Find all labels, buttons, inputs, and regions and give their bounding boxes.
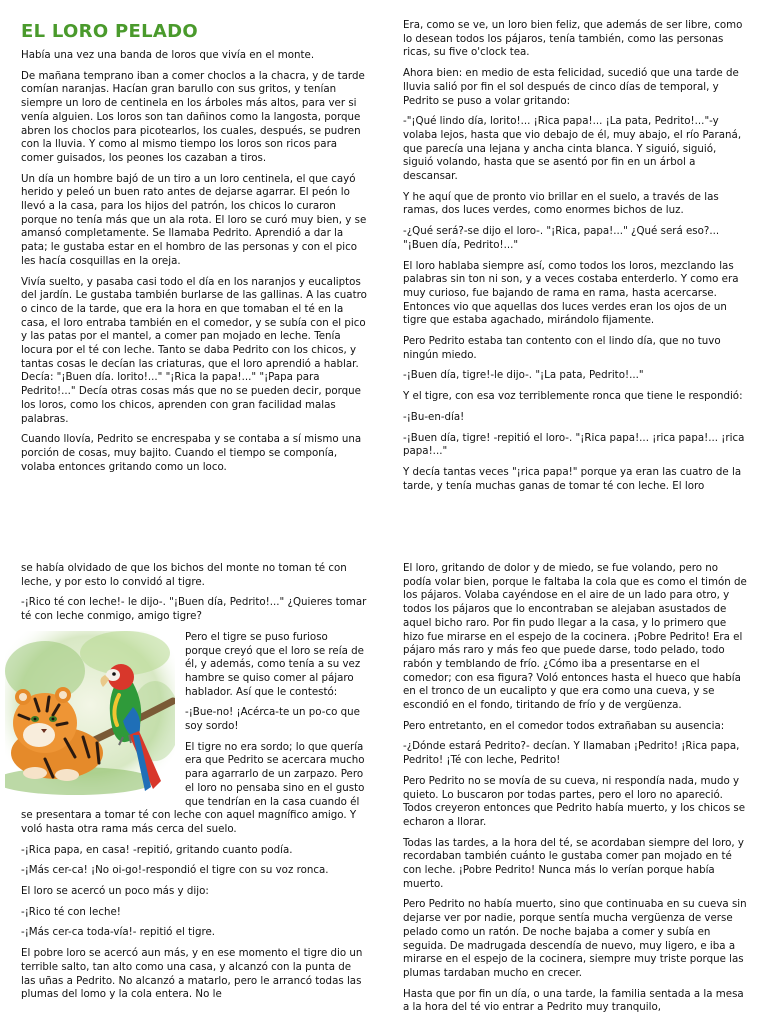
- paragraph: -¡Bu-en-día!: [403, 410, 465, 423]
- paragraph: -¡Más cer-ca toda-vía!- repitió el tigre.: [21, 926, 216, 939]
- paragraph: -¡Más cer-ca! ¡No oi-go!-respondió el tigre con su voz ronca.: [21, 864, 329, 877]
- paragraph: El loro, gritando de dolor y de miedo, se fue volando, pero no podía volar bien, porque le faltaba la cola que es como el timón de los pájaros. Volaba cayéndose en el aire de un lado para otro, y todos los pájaros que lo encontraban se alejaban asustados de aquel bicho raro. Por fin pudo llegar a la casa, y lo primero que hizo fue mirarse en el espejo de la cocinera. ¡Pobre Pedrito! Era el pájaro más raro y más feo que puede darse, todo pelado, todo rabón y temblando de frío. ¿Cómo iba a presentarse en el comedor; con esa figura? Voló entonces hasta el hueco que había en el tronco de un eucalipto y que era como una cueva, y se escondió en el fondo, tiritando de frío y de vergüenza.: [403, 562, 747, 712]
- paragraph: Un día un hombre bajó de un tiro a un loro centinela, el que cayó herido y peleó un buen rato antes de dejarse agarrar. El peón lo llevó a la casa, para los hijos del patrón, los chicos lo curaron porque no tenía más que un ala rota. El loro se curó muy bien, y se amansó completamente. Se llamaba Pedrito. Aprendió a dar la pata; le gustaba estar en el hombro de las personas y con el pico les hacía cosquillas en la oreja.: [21, 172, 367, 267]
- paragraph: Y he aquí que de pronto vio brillar en el suelo, a través de las ramas, dos luces verdes, como enormes bichos de luz.: [403, 190, 719, 217]
- paragraph: Pero entretanto, en el comedor todos extrañaban su ausencia:: [403, 719, 725, 732]
- paragraph: El loro hablaba siempre así, como todos los loros, mezclando las palabras sin ton ni son, y a veces costaba enterderlo. Y como era muy curioso, fue bajando de rama en rama, hasta acercarse. Entonces vio que aquellas dos luces verdes eran los ojos de un tigre que estaba agachado, mirándolo fijamente.: [403, 259, 739, 327]
- paragraph: -¿Dónde estará Pedrito?- decían. Y llamaban ¡Pedrito! ¡Rica papa, Pedrito! ¡Té con leche, Pedrito!: [403, 740, 740, 767]
- tiger-parrot-image: [5, 631, 175, 795]
- paragraph: -¡Buen día, tigre! -repitió el loro-. "¡Rica papa!... ¡rica papa!... ¡rica papa!...": [403, 431, 745, 458]
- paragraph: -"¡Qué lindo día, lorito!... ¡Rica papa!... ¡La pata, Pedrito!..."-y volaba lejos, hasta que vio debajo de él, muy abajo, el río Paraná, que parecía una lejana y ancha cinta blanca. Y siguió, siguió, siguió volando, hasta que se asentó por fin en un árbol a descansar.: [403, 115, 742, 183]
- paragraph: Hasta que por fin un día, o una tarde, la familia sentada a la mesa a la hora del té vio entrar a Pedrito muy tranquilo,: [403, 987, 744, 1014]
- paragraph: Pero el tigre se puso furioso porque creyó que el loro se reía de él, y además, como tenía a su vez hambre se quiso comer al pájaro hablador. Así que le contestó:: [185, 630, 364, 698]
- paragraph: -¡Rica papa, en casa! -repitió, gritando cuanto podía.: [21, 843, 293, 856]
- paragraph: El loro se acercó un poco más y dijo:: [21, 885, 209, 898]
- column-bottom-left: [21, 562, 367, 1009]
- paragraph: -¡Buen día, tigre!-le dijo-. "¡La pata, Pedrito!...": [403, 369, 644, 382]
- paragraph: Vivía suelto, y pasaba casi todo el día en los naranjos y eucaliptos del jardín. Le gustaba también burlarse de las gallinas. A las cuatro o cinco de la tarde, que era la hora en que tomaban el té en la casa, el loro entraba también en el comedor, y se subía con el pico y las patas por el mantel, a comer pan mojado en leche. Tenía locura por el té con leche. Tanto se daba Pedrito con los chicos, y tantas cosas le decían las criaturas, que el loro aprendió a hablar. Decía: "¡Buen día. lorito!..." "¡Rica la papa!..." "¡Papa para Pedrito!..." Decía otras cosas más que no se pueden decir, porque los loros, como los chicos, aprenden con gran facilidad malas palabras.: [21, 275, 367, 425]
- paragraph: Pero Pedrito no había muerto, sino que continuaba en su cueva sin dejarse ver por nadie, porque sentía mucha vergüenza de verse pelado como un ratón. De noche bajaba a comer y subía en seguida. De madrugada descendía de nuevo, muy ligero, e iba a mirarse en el espejo de la cocinera, siempre muy triste porque las plumas tardaban mucho en crecer.: [403, 898, 747, 979]
- paragraph: -¡Bue-no! ¡Acérca-te un po-co que soy sordo!: [185, 706, 360, 733]
- paragraph: Ahora bien: en medio de esta felicidad, sucedió que una tarde de lluvia salió por fin el sol después de cinco días de temporal, y Pedrito se puso a volar gritando:: [403, 67, 739, 107]
- paragraph: Todas las tardes, a la hora del té, se acordaban siempre del loro, y recordaban también cuánto le gustaba comer pan mojado en té con leche. ¡Pobre Pedrito! Nunca más lo verían porque había muerto.: [403, 836, 744, 890]
- paragraph: El tigre no era sordo; lo que quería era que Pedrito se acercara mucho para agarrarlo de un zarpazo. Pero el loro no pensaba sino en el gusto que tendrían en la casa cuando él se presentara a tomar té con leche con aquel magnífico amigo. Y voló hasta otra rama más cerca del suelo.: [21, 740, 365, 835]
- paragraph: Y el tigre, con esa voz terriblemente ronca que tiene le respondió:: [403, 390, 743, 403]
- paragraph: Y decía tantas veces "¡rica papa!" porque ya eran las cuatro de la tarde, y tenía muchas ganas de tomar té con leche. El loro: [403, 465, 742, 492]
- paragraph: se había olvidado de que los bichos del monte no toman té con leche, y por esto lo convidó al tigre.: [21, 562, 347, 588]
- column-top-right: [403, 19, 749, 500]
- paragraph: -¿Qué será?-se dijo el loro-. "¡Rica, papa!..." ¿Qué será eso?... "¡Buen día, Pedrito!...": [403, 225, 720, 251]
- column-bottom-right: [403, 562, 749, 1022]
- paragraph: Había una vez una banda de loros que vivía en el monte.: [21, 49, 315, 61]
- tiger-parrot-illustration: [5, 631, 175, 795]
- paragraph: -¡Rico té con leche!- le dijo-. "¡Buen día, Pedrito!..." ¿Quieres tomar té con leche conmigo, amigo tigre?: [21, 596, 367, 623]
- paragraph: Cuando llovía, Pedrito se encrespaba y se contaba a sí mismo una porción de cosas, muy bajito. Cuando el tiempo se componía, volaba entonces gritando como un loco.: [21, 433, 362, 473]
- paragraph: Pero Pedrito estaba tan contento con el lindo día, que no tuvo ningún miedo.: [403, 335, 721, 361]
- paragraph: El pobre loro se acercó aun más, y en ese momento el tigre dio un terrible salto, tan alto como una casa, y alcanzó con la punta de las uñas a Pedrito. No alcanzó a matarlo, pero le arrancó todas las plumas del lomo y la cola entera. No le: [21, 947, 363, 1001]
- paragraph: Era, como se ve, un loro bien feliz, que además de ser libre, como lo desean todos los pájaros, tenía también, como las personas ricas, su five o'clock tea.: [403, 19, 743, 59]
- paragraph: De mañana temprano iban a comer choclos a la chacra, y de tarde comían naranjas. Hacían gran barullo con sus gritos, y tenían siempre un loro de centinela en los árboles más altos, para ver si venía alguien. Los loros son tan dañinos como la langosta, porque abren los choclos para picotearlos, los cuales, después, se pudren con la lluvia. Y como al mismo tiempo los loros son ricos para comer guisados, los peones los cazaban a tiros.: [21, 69, 365, 164]
- paragraph: -¡Rico té con leche!: [21, 905, 121, 918]
- column-top-left: [21, 21, 367, 481]
- paragraph: Pero Pedrito no se movía de su cueva, ni respondía nada, mudo y quieto. Lo buscaron por todas partes, pero el loro no apareció. Todos creyeron entonces que Pedrito había muerto, y los chicos se echaron a llorar.: [403, 774, 746, 828]
- story-title: EL LORO PELADO: [21, 21, 198, 42]
